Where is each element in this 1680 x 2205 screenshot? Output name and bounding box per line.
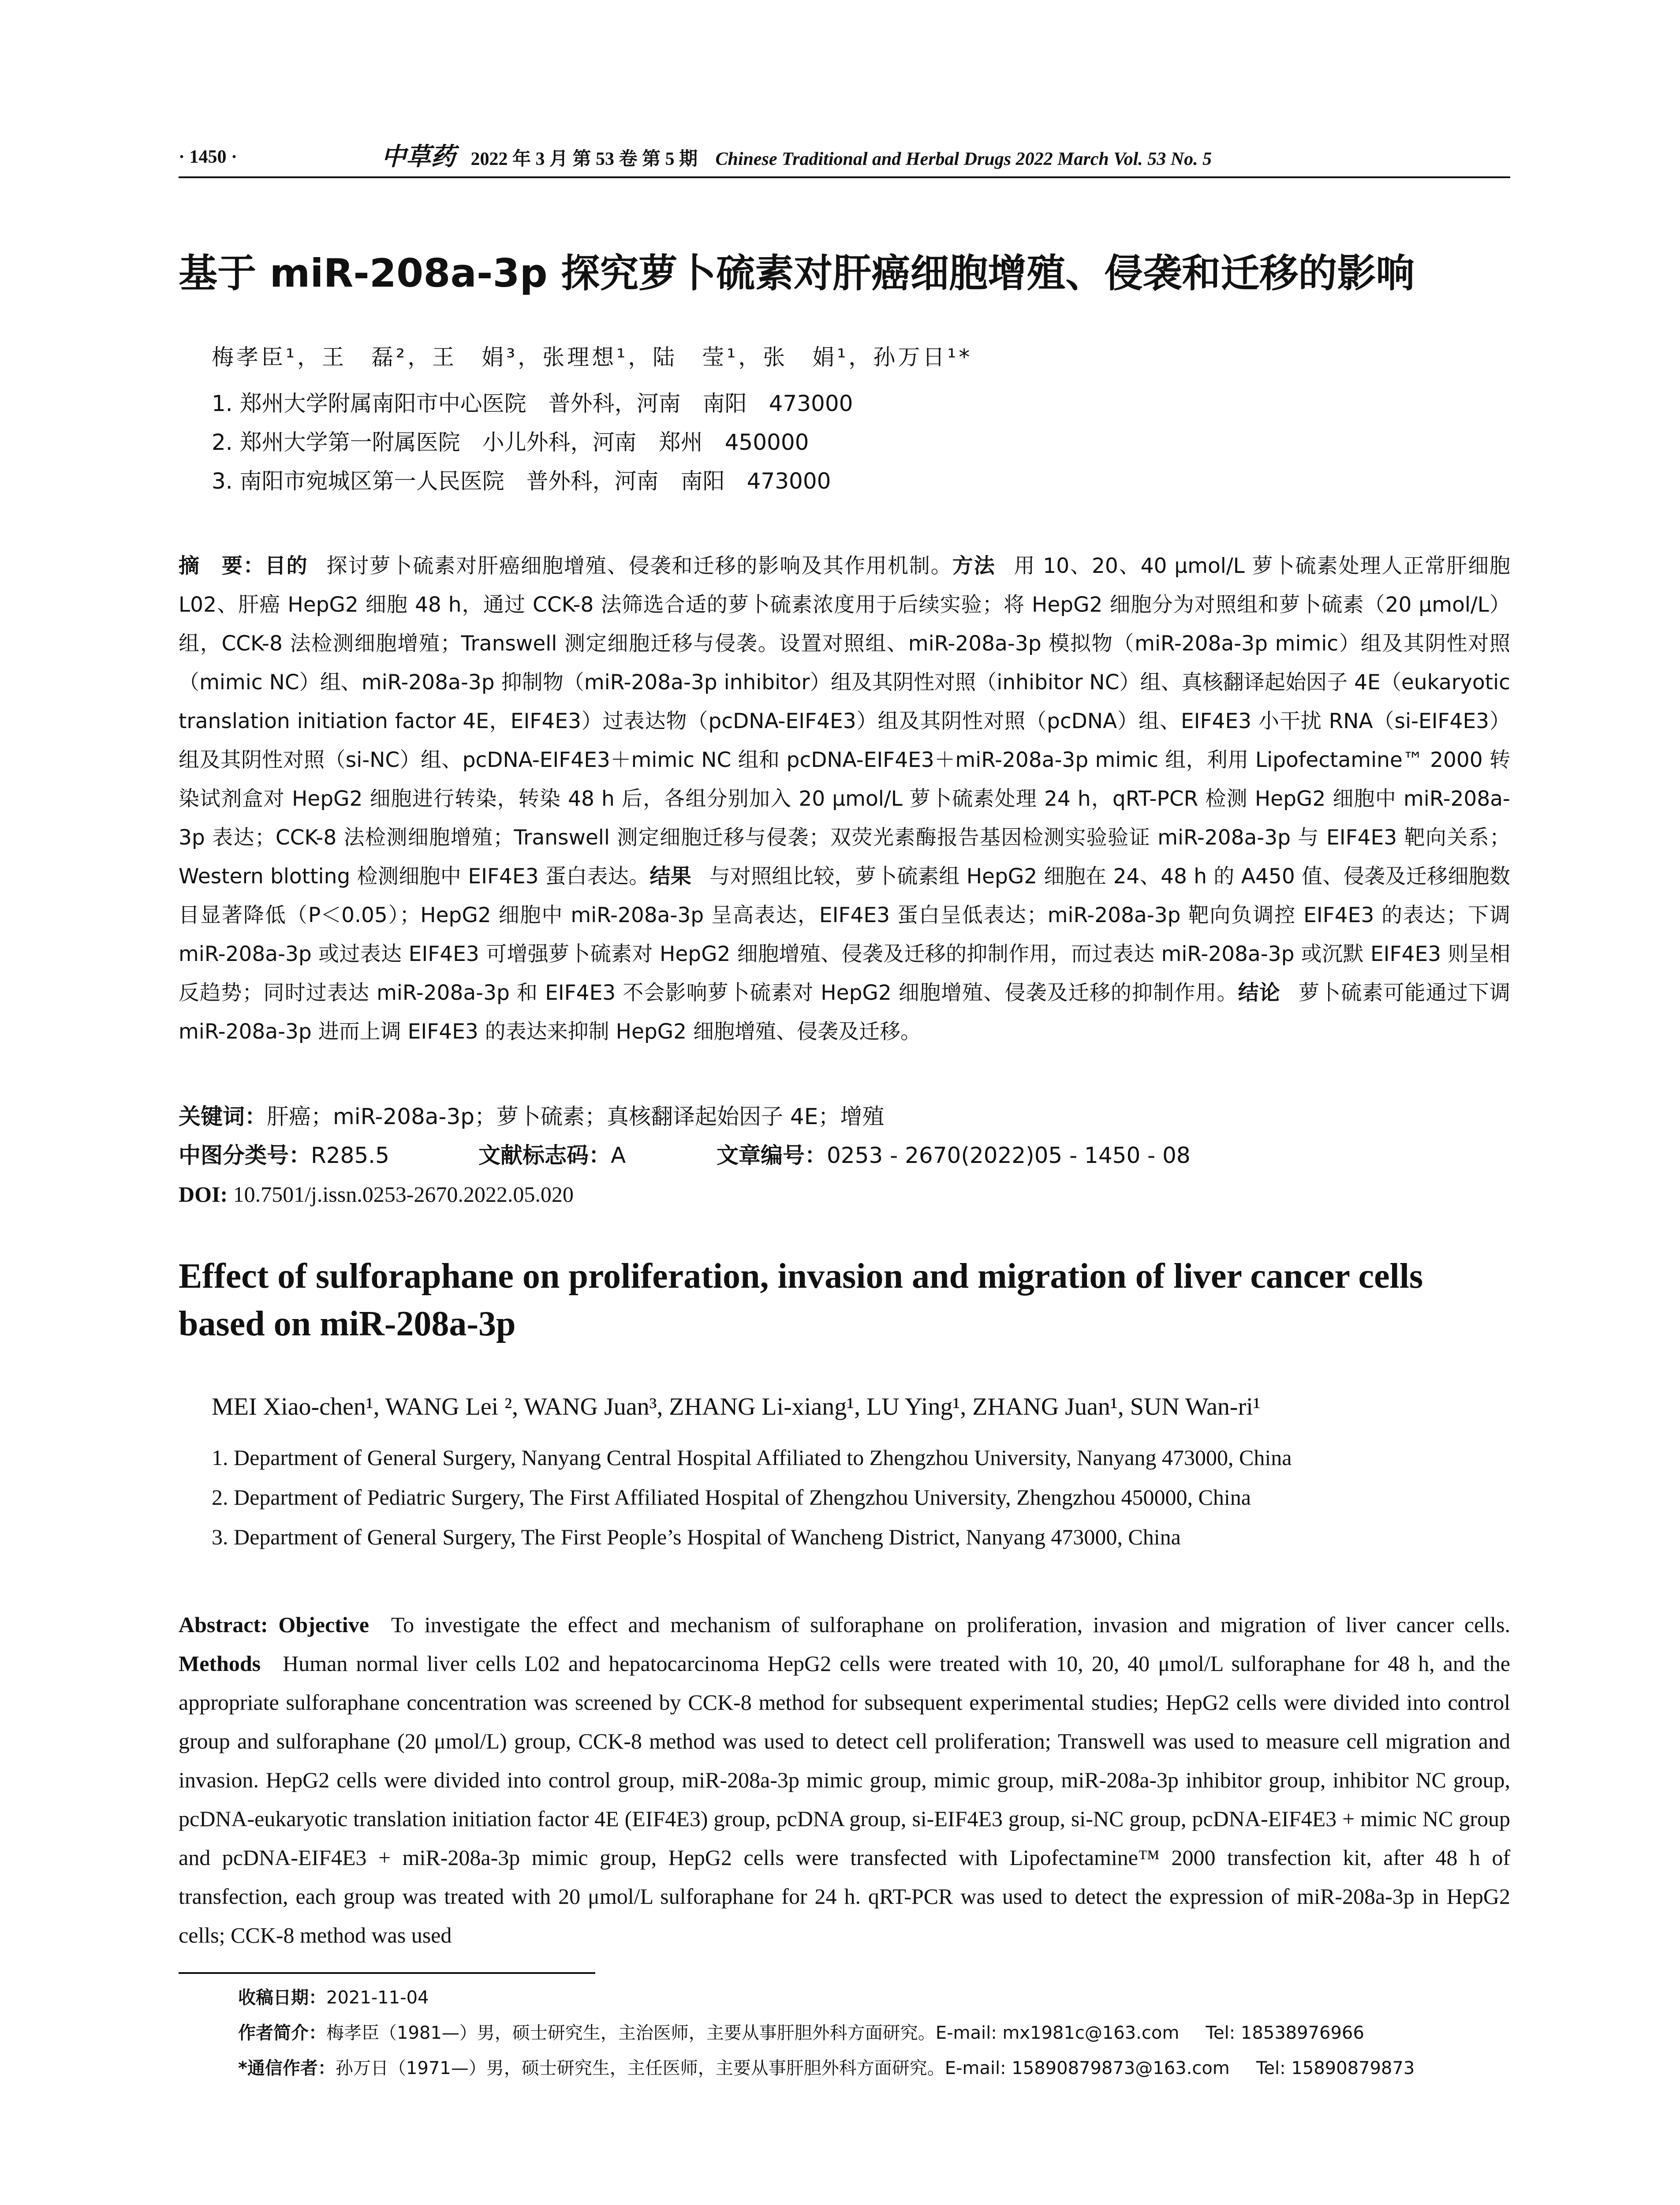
journal-brand: 中草药 — [381, 143, 455, 171]
issue-cn: 2022 年 3 月 第 53 卷 第 5 期 — [470, 149, 698, 169]
en-title: Effect of sulforaphane on proliferation, invasion and migration of liver cancer cells based on miR-208a-3p — [179, 1257, 1423, 1343]
en-abstract-label: Abstract: Objective — [179, 1612, 369, 1637]
journal-line — [381, 139, 1212, 177]
doc-code-value: A — [611, 1143, 626, 1168]
cn-affiliation-3: 3. 南阳市宛城区第一人民医院 普外科，河南 南阳 473000 — [212, 468, 831, 494]
classification-line — [179, 1138, 1510, 1173]
doi-value[interactable]: 10.7501/j.issn.0253-2670.2022.05.020 — [233, 1182, 574, 1207]
footnote-rule — [179, 1972, 595, 1974]
cn-abstract-label: 摘 要： — [179, 554, 265, 578]
bio-value: 梅孝臣（1981—）男，硕士研究生，主治医师，主要从事肝胆外科方面研究。E-mail: mx1981c@163.com — [326, 2023, 1180, 2043]
cn-objective: 探讨萝卜硫素对肝癌细胞增殖、侵袭和迁移的影响及其作用机制。 — [325, 554, 952, 578]
bio-label: 作者简介： — [238, 2023, 326, 2043]
clc-label: 中图分类号： — [179, 1143, 311, 1168]
cn-results: 与对照组比较，萝卜硫素组 HepG2 细胞在 24、48 h 的 A450 值、侵袭及迁移细胞数目显著降低（P＜0.05）；HepG2 细胞中 miR-208a-3p 呈高表达，EIF4E3 蛋白呈低表达；miR-208a-3p 靶向负调控 EIF4E3 的表达；下调 miR-208a-3p 或过表达 EIF4E3 可增强萝卜硫素对 HepG2 细胞增殖、侵袭及迁移的抑制作用，而过表达 miR-208a-3p 或沉默 EIF4E3 则呈相反趋势；同时过表达 miR-208a-3p 和 EIF4E3 不会影响萝卜硫素对 HepG2 细胞增殖、侵袭及迁移的抑制作用。 — [179, 864, 1510, 1005]
cn-affiliation-1: 1. 郑州大学附属南阳市中心医院 普外科，河南 南阳 473000 — [212, 391, 853, 416]
corr-value: 孙万日（1971—）男，硕士研究生，主任医师，主要从事肝胆外科方面研究。E-mail: 15890879873@163.com — [335, 2058, 1230, 2078]
doi-line — [179, 1177, 1510, 1212]
article-no-label: 文章编号： — [717, 1143, 827, 1168]
cn-conclusion: 萝卜硫素可能通过下调 miR-208a-3p 进而上调 EIF4E3 的表达来抑制 HepG2 细胞增殖、侵袭及迁移。 — [179, 981, 1511, 1044]
footnote-corresponding — [238, 2055, 1517, 2082]
header-rule — [179, 176, 1510, 178]
cn-authors: 梅孝臣¹，王 磊²，王 娟³，张理想¹，陆 莹¹，张 娟¹，孙万日¹* — [212, 344, 973, 370]
keywords-value: 肝癌；miR-208a-3p；萝卜硫素；真核翻译起始因子 4E；增殖 — [267, 1104, 885, 1129]
cn-results-label: 结果 — [650, 864, 692, 889]
cn-keywords — [179, 1099, 1510, 1134]
footnote-author-bio — [238, 2020, 1517, 2046]
cn-methods: 用 10、20、40 μmol/L 萝卜硫素处理人正常肝细胞 L02、肝癌 HepG2 细胞 48 h，通过 CCK-8 法筛选合适的萝卜硫素浓度用于后续实验；将 HepG2 细胞分为对照组和萝卜硫素（20 μmol/L）组，CCK-8 法检测细胞增殖；Transwell 测定细胞迁移与侵袭。设置对照组、miR-208a-3p 模拟物（miR-208a-3p mimic）组及其阴性对照（mimic NC）组、miR-208a-3p 抑制物（miR-208a-3p inhibitor）组及其阴性对照（inhibitor NC）组、真核翻译起始因子 4E（eukaryotic translation initiation factor 4E，EIF4E3）过表达物（pcDNA-EIF4E3）组及其阴性对照（pcDNA）组、EIF4E3 小干扰 RNA（si-EIF4E3）组及其阴性对照（si-NC）组、pcDNA-EIF4E3＋mimic NC 组和 pcDNA-EIF4E3＋miR-208a-3p mimic 组，利用 Lipofectamine™ 2000 转染试剂盒对 HepG2 细胞进行转染，转染 48 h 后，各组分别加入 20 μmol/L 萝卜硫素处理 24 h，qRT-PCR 检测 HepG2 细胞中 miR-208a-3p 表达；CCK-8 法检测细胞增殖；Transwell 测定细胞迁移与侵袭；双荧光素酶报告基因检测实验验证 miR-208a-3p 与 EIF4E3 靶向关系；Western blotting 检测细胞中 EIF4E3 蛋白表达。 — [179, 554, 1511, 889]
en-objective: To investigate the effect and mechanism of sulforaphane on proliferation, invasion and migration of liver cancer cells. — [391, 1612, 1510, 1637]
clc-value: R285.5 — [311, 1143, 389, 1168]
en-affiliation-1: 1. Department of General Surgery, Nanyang Central Hospital Affiliated to Zhengzhou University, Nanyang 473000, China — [212, 1445, 1292, 1470]
en-abstract — [179, 1605, 1510, 1955]
cn-abstract — [179, 547, 1510, 1051]
received-value: 2021-11-04 — [326, 1988, 429, 2008]
received-label: 收稿日期： — [238, 1988, 326, 2008]
en-authors: MEI Xiao-chen¹, WANG Lei ², WANG Juan³, ZHANG Li-xiang¹, LU Ying¹, ZHANG Juan¹, SUN Wan-ri¹ — [212, 1393, 1261, 1420]
footnote-received — [238, 1984, 1517, 2011]
running-header — [179, 139, 1510, 175]
corr-tel: Tel: 15890879873 — [1256, 2058, 1415, 2078]
en-methods-label: Methods — [179, 1651, 261, 1676]
journal-en: Chinese Traditional and Herbal Drugs 2022 March Vol. 53 No. 5 — [715, 149, 1212, 169]
cn-objective-label: 目的 — [265, 554, 308, 578]
en-affiliation-2: 2. Department of Pediatric Surgery, The First Affiliated Hospital of Zhengzhou University, Zhengzhou 450000, China — [212, 1485, 1251, 1510]
doi-label: DOI: — [179, 1182, 228, 1207]
article-no-value: 0253 - 2670(2022)05 - 1450 - 08 — [827, 1143, 1191, 1168]
corr-label: *通信作者： — [238, 2058, 336, 2078]
page-number: · 1450 · — [179, 147, 238, 167]
cn-methods-label: 方法 — [952, 554, 996, 578]
bio-tel: Tel: 18538976966 — [1206, 2023, 1364, 2043]
en-affiliation-3: 3. Department of General Surgery, The First People’s Hospital of Wancheng District, Nanyang 473000, China — [212, 1525, 1181, 1549]
cn-affiliation-2: 2. 郑州大学第一附属医院 小儿外科，河南 郑州 450000 — [212, 430, 809, 455]
cn-title: 基于 miR-208a-3p 探究萝卜硫素对肝癌细胞增殖、侵袭和迁移的影响 — [179, 250, 1415, 296]
cn-conclusion-label: 结论 — [1238, 981, 1281, 1005]
en-methods: Human normal liver cells L02 and hepatocarcinoma HepG2 cells were treated with 10, 20, 40 μmol/L sulforaphane for 48 h, and the appropriate sulforaphane concentration was screened by CCK-8 method for subsequent experimental studies; HepG2 cells were divided into control group and sulforaphane (20 μmol/L) group, CCK-8 method was used to detect cell proliferation; Transwell was used to measure cell migration and invasion. HepG2 cells were divided into control group, miR-208a-3p mimic group, mimic group, miR-208a-3p inhibitor group, inhibitor NC group, pcDNA-eukaryotic translation initiation factor 4E (EIF4E3) group, pcDNA group, si-EIF4E3 group, si-NC group, pcDNA-EIF4E3 + mimic NC group and pcDNA-EIF4E3 + miR-208a-3p mimic group, HepG2 cells were transfected with Lipofectamine™ 2000 transfection kit, after 48 h of transfection, each group was treated with 20 μmol/L sulforaphane for 24 h. qRT-PCR was used to detect the expression of miR-208a-3p in HepG2 cells; CCK-8 method was used — [179, 1651, 1510, 1947]
keywords-label: 关键词： — [179, 1104, 267, 1129]
doc-code-label: 文献标志码： — [478, 1143, 611, 1168]
